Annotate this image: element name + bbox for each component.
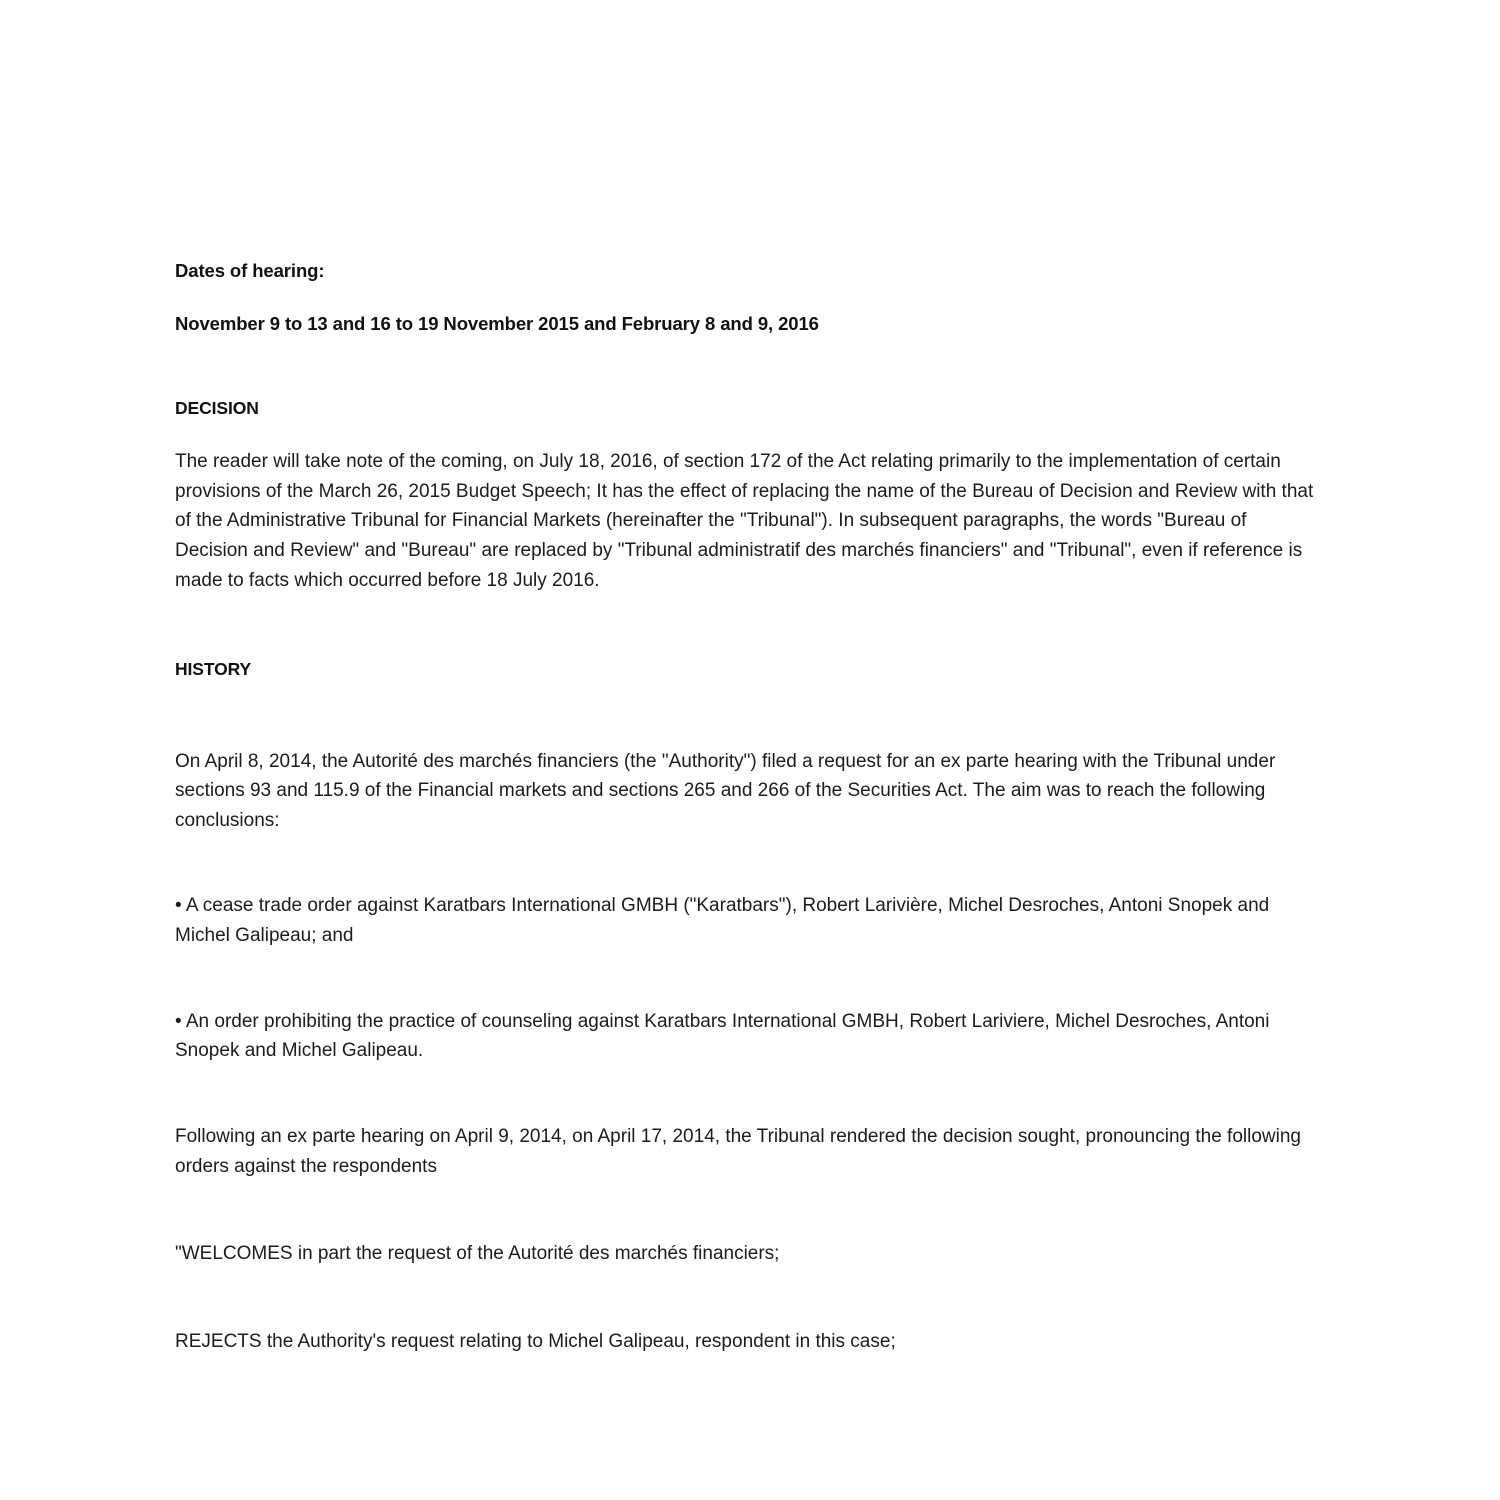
decision-paragraph: The reader will take note of the coming, on July 18, 2016, of section 172 of the Act relating primarily to the implementation of certain provisions of the March 26, 2015 Budget Speech; It has the effect of replacing the name of the Bureau of Decision and Review with that of the Administrative Tribunal for Financial Markets (hereinafter the "Tribunal"). In subsequent paragraphs, the words "Bureau of Decision and Review" and "Bureau" are replaced by "Tribunal administratif des marchés financiers" and "Tribunal", even if reference is made to facts which occurred before 18 July 2016.	[175, 451, 1314, 591]
document-body	[175, 258, 1315, 1356]
spacer	[175, 1181, 1315, 1239]
spacer	[175, 595, 1315, 657]
hearing-dates-value: November 9 to 13 and 16 to 19 November 2015 and February 8 and 9, 2016	[175, 312, 819, 334]
rejects-paragraph: REJECTS the Authority's request relating to Michel Galipeau, respondent in this case;	[175, 1330, 896, 1352]
decision-heading: DECISION	[175, 397, 259, 418]
following-paragraph: Following an ex parte hearing on April 9, 2014, on April 17, 2014, the Tribunal rendered the decision sought, pronouncing the following orders against the respondents	[175, 1125, 1301, 1177]
history-paragraph: On April 8, 2014, the Autorité des marchés financiers (the "Authority") filed a request for an ex parte hearing with the Tribunal under sections 93 and 115.9 of the Financial markets and sections 265 and 266 of the Securities Act. The aim was to reach the following conclusions:	[175, 750, 1276, 831]
welcomes-paragraph: "WELCOMES in part the request of the Autorité des marchés financiers;	[175, 1243, 780, 1265]
spacer	[175, 683, 1315, 747]
history-heading: HISTORY	[175, 659, 252, 680]
conclusion-bullet-2: • An order prohibiting the practice of counseling against Karatbars International GMBH, Robert Lariviere, Michel Desroches, Antoni Snopek and Michel Galipeau.	[175, 1010, 1270, 1062]
spacer	[175, 1269, 1315, 1327]
hearing-dates-label: Dates of hearing:	[175, 260, 325, 281]
spacer	[175, 835, 1315, 891]
spacer	[175, 1066, 1315, 1122]
conclusion-bullet-1: • A cease trade order against Karatbars International GMBH ("Karatbars"), Robert Larivière, Michel Desroches, Antoni Snopek and Michel Galipeau; and	[175, 895, 1270, 946]
spacer	[175, 285, 1315, 311]
spacer	[175, 421, 1315, 447]
spacer	[175, 338, 1315, 396]
spacer	[175, 951, 1315, 1007]
